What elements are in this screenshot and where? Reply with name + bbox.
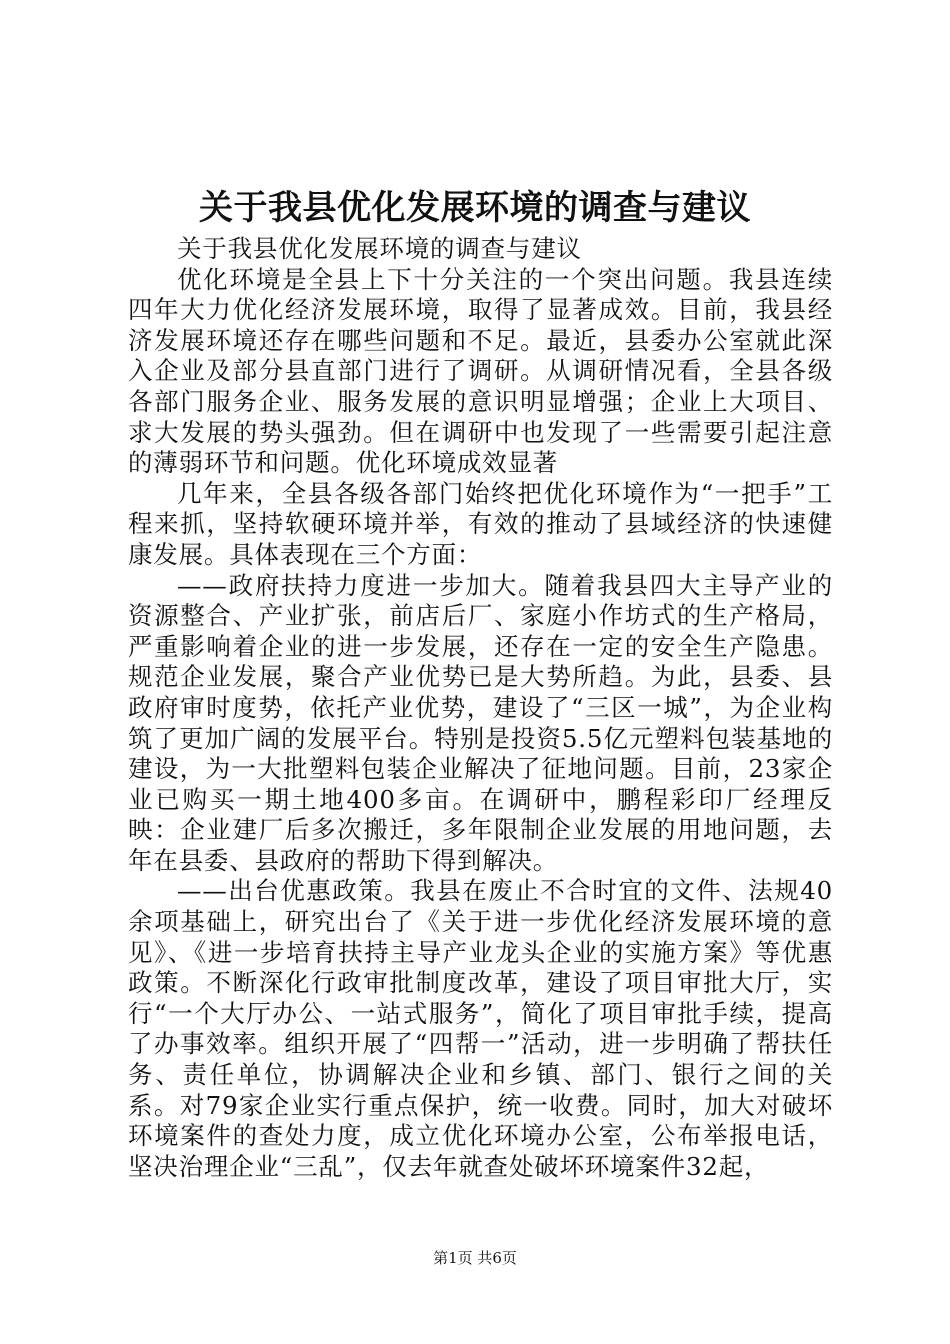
paragraph-government-support: ——政府扶持力度进一步加大。随着我县四大主导产业的资源整合、产业扩张，前店后厂、家庭小作坊式的生产格局，严重影响着企业的进一步发展，还存在一定的安全生产隐患。规范企业发展，聚合产业优势已是大势所趋。为此，县委、县政府审时度势，依托产业优势，建设了“三区一城”，为企业构筑了更加广阔的发展平台。特别是投资5.5亿元塑料包装基地的建设，为一大批塑料包装企业解决了征地问题。目前，23家企业已购买一期土地400多亩。在调研中，鹏程彩印厂经理反映：企业建厂后多次搬迁，多年限制企业发展的用地问题，去年在县委、县政府的帮助下得到解决。 — [128, 570, 833, 875]
document-body — [128, 234, 833, 1182]
paragraph-intro: 优化环境是全县上下十分关注的一个突出问题。我县连续四年大力优化经济发展环境，取得了显著成效。目前，我县经济发展环境还存在哪些问题和不足。最近，县委办公室就此深入企业及部分县直部门进行了调研。从调研情况看，全县各级各部门服务企业、服务发展的意识明显增强；企业上大项目、求大发展的势头强劲。但在调研中也发现了一些需要引起注意的薄弱环节和问题。优化环境成效显著 — [128, 264, 833, 478]
paragraph-preferential-policies: ——出台优惠政策。我县在废止不合时宜的文件、法规40余项基础上，研究出台了《关于进一步优化经济发展环境的意见》、《进一步培育扶持主导产业龙头企业的实施方案》等优惠政策。不断深化行政审批制度改革，建设了项目审批大厅，实行“一个大厅办公、一站式服务”，简化了项目审批手续，提高了办事效率。组织开展了“四帮一”活动，进一步明确了帮扶任务、责任单位，协调解决企业和乡镇、部门、银行之间的关系。对79家企业实行重点保护，统一收费。同时，加大对破坏环境案件的查处力度，成立优化环境办公室，公布举报电话，坚决治理企业“三乱”，仅去年就查处破坏环境案件32起， — [128, 876, 833, 1181]
paragraph-subtitle: 关于我县优化发展环境的调查与建议 — [177, 234, 582, 263]
paragraph-overview: 几年来，全县各级各部门始终把优化环境作为“一把手”工程来抓，坚持软硬环境并举，有效的推动了县域经济的快速健康发展。具体表现在三个方面： — [128, 478, 833, 569]
page-footer: 第1页 共6页 — [433, 1249, 517, 1267]
document-title: 关于我县优化发展环境的调查与建议 — [199, 188, 751, 228]
